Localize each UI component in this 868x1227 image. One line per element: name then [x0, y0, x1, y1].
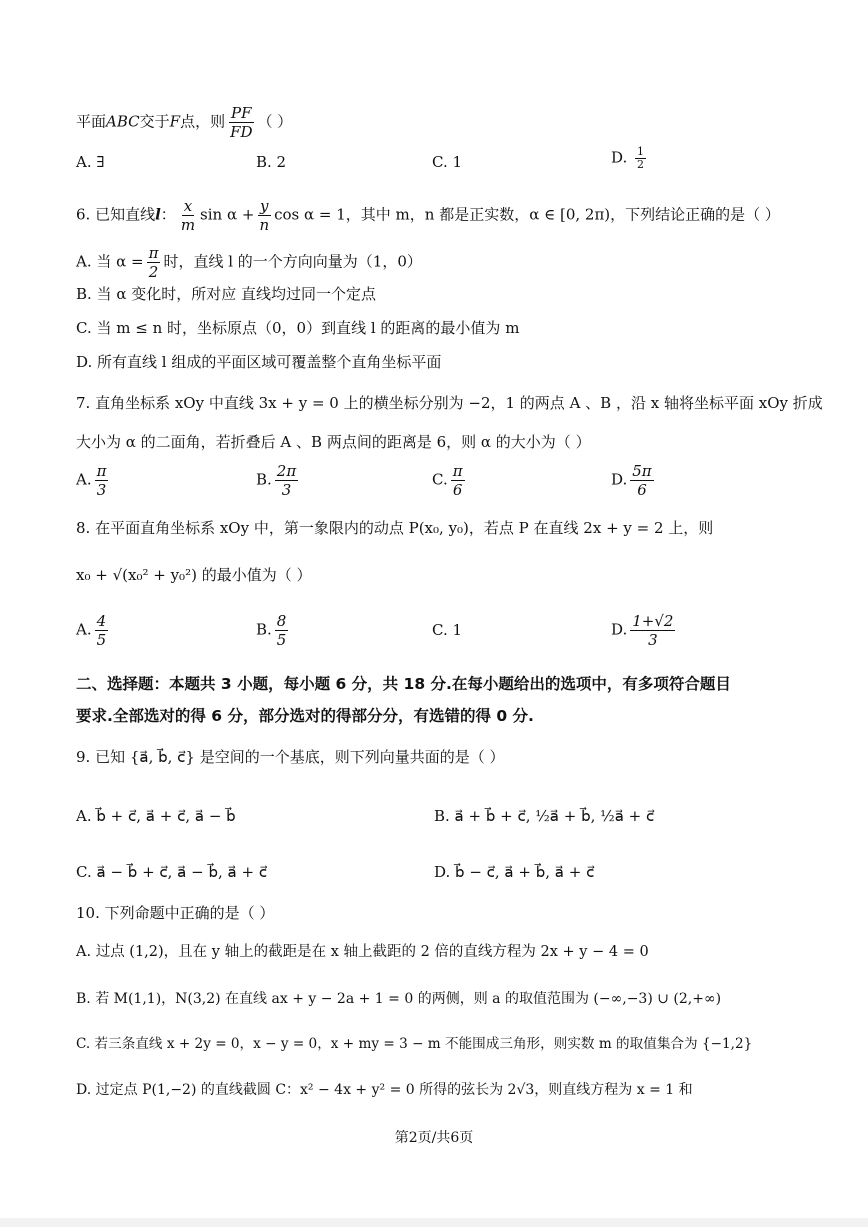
- q6-option-c: C. 当 m ≤ n 时，坐标原点（0，0）到直线 l 的距离的最小值为 m: [76, 319, 520, 337]
- q5-text: 平面: [76, 112, 107, 131]
- q8-option-c: C. 1: [432, 621, 463, 639]
- q6-option-b: B. 当 α 变化时，所对应 直线均过同一个定点: [76, 285, 376, 303]
- q5-option-b: B. 2: [256, 153, 287, 171]
- q7-c-fraction: $\frac{\pi}{6}$: [452, 462, 463, 499]
- q9-option-b: B. a⃗ + b⃗ + c⃗, ½a⃗ + b⃗, ½a⃗ + c⃗: [434, 807, 655, 825]
- q8-b-fraction: $\frac{8}{5}$: [276, 612, 287, 649]
- q6-frac-y-n: $\frac{y}{n}$: [259, 197, 270, 234]
- q9-stem: 9. 已知 {a⃗, b⃗, c⃗} 是空间的一个基底，则下列向量共面的是（ ）: [76, 748, 505, 766]
- q10-option-d: D. 过定点 P(1,−2) 的直线截圆 C：x² − 4x + y² = 0 所得的弦长为 2√3，则直线方程为 x = 1 和: [76, 1082, 693, 1098]
- q8-option-d: D. $\frac{1+√2}{3}$: [611, 612, 674, 649]
- section2-heading-line2: 要求.全部选对的得 6 分，部分选对的得部分分，有选错的得 0 分.: [76, 707, 534, 725]
- q10-option-c: C. 若三条直线 x + 2y = 0，x − y = 0，x + my = 3 − m 不能围成三角形，则实数 m 的取值集合为 {−1,2}: [76, 1036, 753, 1052]
- q5-option-d-fraction: $\frac{1}{2}$: [637, 145, 645, 171]
- q5-option-c: C. 1: [432, 153, 463, 171]
- q8-option-b: B. $\frac{8}{5}$: [256, 612, 287, 649]
- q6-a-fraction: $\frac{\pi}{2}$: [148, 244, 159, 281]
- q8-option-a: A. $\frac{4}{5}$: [76, 612, 107, 649]
- q7-option-c: C. $\frac{\pi}{6}$: [432, 462, 463, 499]
- q5-fraction: $\frac{PF}{FD}$: [230, 104, 253, 141]
- q5-text3: 点，则: [180, 112, 226, 131]
- q8-stem-line1: 8. 在平面直角坐标系 xOy 中，第一象限内的动点 P(x₀, y₀)，若点 P 在直线 2x + y = 2 上，则: [76, 519, 714, 537]
- q6-frac-x-m: $\frac{x}{m}$: [180, 197, 196, 234]
- q9-option-a: A. b⃗ + c⃗, a⃗ + c⃗, a⃗ − b⃗: [76, 807, 236, 825]
- q10-option-a: A. 过点 (1,2)，且在 y 轴上的截距是在 x 轴上截距的 2 倍的直线方程为 2x + y − 4 = 0: [76, 944, 649, 960]
- q5-option-a: A. ∃: [76, 153, 105, 171]
- q7-d-fraction: $\frac{5\pi}{6}$: [632, 462, 652, 499]
- page-number-footer: 第2页/共6页: [394, 1130, 474, 1146]
- q9-option-d: D. b⃗ − c⃗, a⃗ + b⃗, a⃗ + c⃗: [434, 863, 595, 881]
- q5-paren: （ ）: [257, 112, 293, 131]
- q8-a-fraction: $\frac{4}{5}$: [96, 612, 107, 649]
- q6-option-a: A. 当 α = $\frac{\pi}{2}$ 时，直线 l 的一个方向向量为（1，0）: [76, 244, 422, 281]
- q6-option-d: D. 所有直线 l 组成的平面区域可覆盖整个直角坐标平面: [76, 353, 442, 371]
- q5-option-d: D. $\frac{1}{2}$: [611, 145, 645, 171]
- q9-option-c: C. a⃗ − b⃗ + c⃗, a⃗ − b⃗, a⃗ + c⃗: [76, 863, 268, 881]
- q5-plane: ABC: [106, 112, 140, 131]
- section2-heading-line1: 二、选择题：本题共 3 小题，每小题 6 分，共 18 分.在每小题给出的选项中，有多项符合题目: [76, 675, 731, 693]
- q7-a-fraction: $\frac{\pi}{3}$: [96, 462, 107, 499]
- q5-text2: 交于: [139, 112, 170, 131]
- q7-stem-line2: 大小为 α 的二面角，若折叠后 A 、B 两点间的距离是 6，则 α 的大小为（ ）: [76, 433, 591, 451]
- q5-stem-tail: [76, 104, 292, 141]
- q10-stem: 10. 下列命题中正确的是（ ）: [76, 904, 275, 922]
- q7-option-a: A. $\frac{\pi}{3}$: [76, 462, 107, 499]
- q7-b-fraction: $\frac{2\pi}{3}$: [276, 462, 297, 499]
- q7-option-b: B. $\frac{2\pi}{3}$: [256, 462, 297, 499]
- q6-stem: 6. 已知直线l： $\frac{x}{m}$ sin α + $\frac{y}{n}$ cos α = 1，其中 m，n 都是正实数，α ∈ [0, 2π)，下列结论正确的是（ ）: [76, 197, 780, 234]
- q7-option-d: D. $\frac{5\pi}{6}$: [611, 462, 652, 499]
- scan-edge-strip: [0, 1218, 868, 1227]
- q5-point: F: [169, 112, 181, 131]
- q7-stem-line1: 7. 直角坐标系 xOy 中直线 3x + y = 0 上的横坐标分别为 −2，1 的两点 A 、B ，沿 x 轴将坐标平面 xOy 折成: [76, 394, 823, 412]
- q10-option-b: B. 若 M(1,1)，N(3,2) 在直线 ax + y − 2a + 1 = 0 的两侧，则 a 的取值范围为 (−∞,−3) ∪ (2,+∞): [76, 991, 722, 1007]
- q8-d-fraction: $\frac{1+√2}{3}$: [632, 612, 674, 649]
- q8-stem-line2: x₀ + √(x₀² + y₀²) 的最小值为（ ）: [76, 566, 312, 584]
